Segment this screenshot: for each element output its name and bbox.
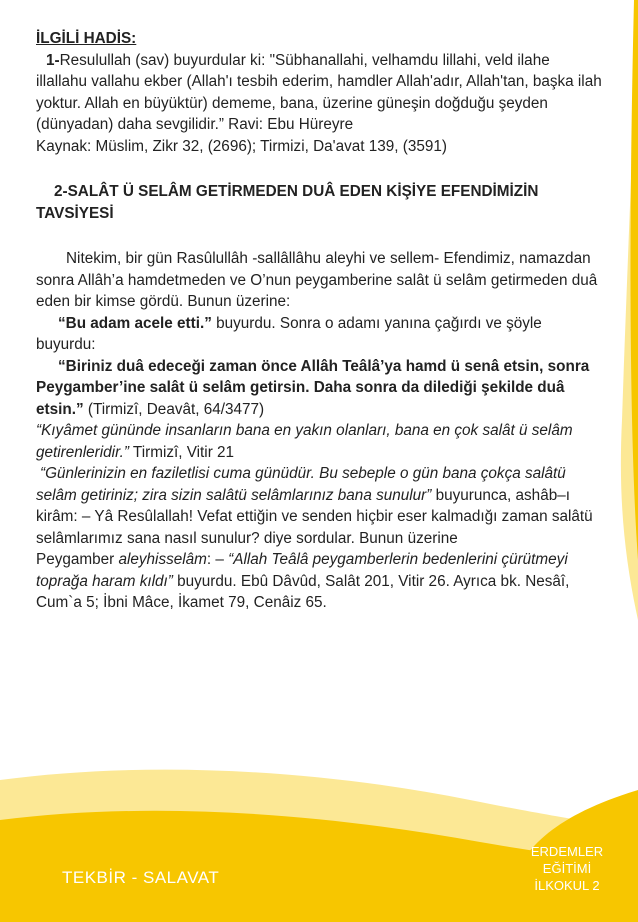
section-title: 2-SALÂT Ü SELÂM GETİRMEDEN DUÂ EDEN KİŞİYE EFENDİMİZİN TAVSİYESİ bbox=[36, 183, 539, 222]
hadis-paragraph bbox=[36, 50, 604, 136]
paragraph-6 bbox=[36, 549, 604, 614]
quote-3: “Kıyâmet gününde insanların bana en yakın olanları, bana en çok salât ü selâm getirenleridir.” bbox=[36, 422, 573, 461]
paragraph-2 bbox=[36, 313, 604, 356]
quote-4: “Günlerinizin en faziletlisi cuma günüdür. Bu sebeple o gün bana çokça salâtü selâm getiriniz; zira sizin salâtü selâmlarınız bana sunulur” bbox=[36, 465, 566, 504]
hadis-text: Resulullah (sav) buyurdular ki: "Sübhanallahi, velhamdu lillahi, veld ilahe illallahu vallahu ekber (Allah'ı tesbih ederim, hamdler Allah'adır, Allah'tan, başka ilah yoktur. Allah en büyüktür) dememe, bana, üzerine güneşin doğduğu şeyden (dünyadan) daha sevgilidir.” Ravi: Ebu Hüreyre bbox=[36, 51, 602, 133]
document-content bbox=[36, 28, 604, 614]
footer-series bbox=[512, 843, 622, 894]
footer-series-line-1: ERDEMLER bbox=[530, 844, 604, 859]
quote-2: “Biriniz duâ edeceği zaman önce Allâh Teâlâ’ya hamd ü senâ etsin, sonra Peygamber’ine salât ü selâm getirsin. Daha sonra da dilediği şekilde duâ etsin.” bbox=[36, 357, 590, 418]
paragraph-6-a: Peygamber bbox=[36, 551, 119, 568]
paragraph-2-text: buyurdu. Sonra o adamı yanına çağırdı ve şöyle buyurdu: bbox=[36, 314, 542, 353]
paragraph-3 bbox=[36, 356, 604, 421]
source-2: (Tirmizî, Deavât, 64/3477) bbox=[83, 400, 265, 418]
paragraph-6-b: aleyhisselâm bbox=[118, 551, 207, 568]
hadis-title: İLGİLİ HADİS: bbox=[36, 30, 137, 47]
hadis-number: 1- bbox=[46, 51, 60, 69]
paragraph-5-text: buyurunca, ashâb–ı kirâm: – Yâ Resûlallah! Vefat ettiğin ve senden hiçbir eser kalmadığı zaman salâtü selâmlarımız sana nasıl sunulur? diye sordular. Bunun üzerine bbox=[36, 486, 593, 547]
paragraph-6-d: buyurdu. Ebû Dâvûd, Salât 201, Vitir 26. Ayrıca bk. Nesâî, Cum`a 5; İbni Mâce, İkamet 79, Cenâiz 65. bbox=[36, 572, 570, 611]
paragraph-1: Nitekim, bir gün Rasûlullâh -sallâllâhu aleyhi ve sellem- Efendimiz, namazdan sonra Allâh’a hamdetmeden ve O’nun peygamberine salât ü selâm getirmeden duâ eden bir kimse gördü. Bunun üzerine: bbox=[36, 250, 598, 310]
quote-5: “Allah Teâlâ peygamberlerin bedenlerini çürütmeyi toprağa haram kıldı” bbox=[36, 551, 568, 590]
paragraph-5 bbox=[36, 463, 604, 549]
footer-title: TEKBİR - SALAVAT bbox=[62, 868, 220, 887]
footer-series-line-2: EĞİTİMİ bbox=[542, 861, 592, 876]
footer-series-line-3: İLKOKUL 2 bbox=[534, 878, 600, 893]
quote-1: “Bu adam acele etti.” bbox=[58, 314, 212, 332]
paragraph-4 bbox=[36, 420, 604, 463]
source-3: Tirmizî, Vitir 21 bbox=[128, 443, 235, 461]
paragraph-6-c: : – bbox=[206, 551, 229, 568]
hadis-source: Kaynak: Müslim, Zikr 32, (2696); Tirmizi, Da'avat 139, (3591) bbox=[36, 137, 447, 155]
